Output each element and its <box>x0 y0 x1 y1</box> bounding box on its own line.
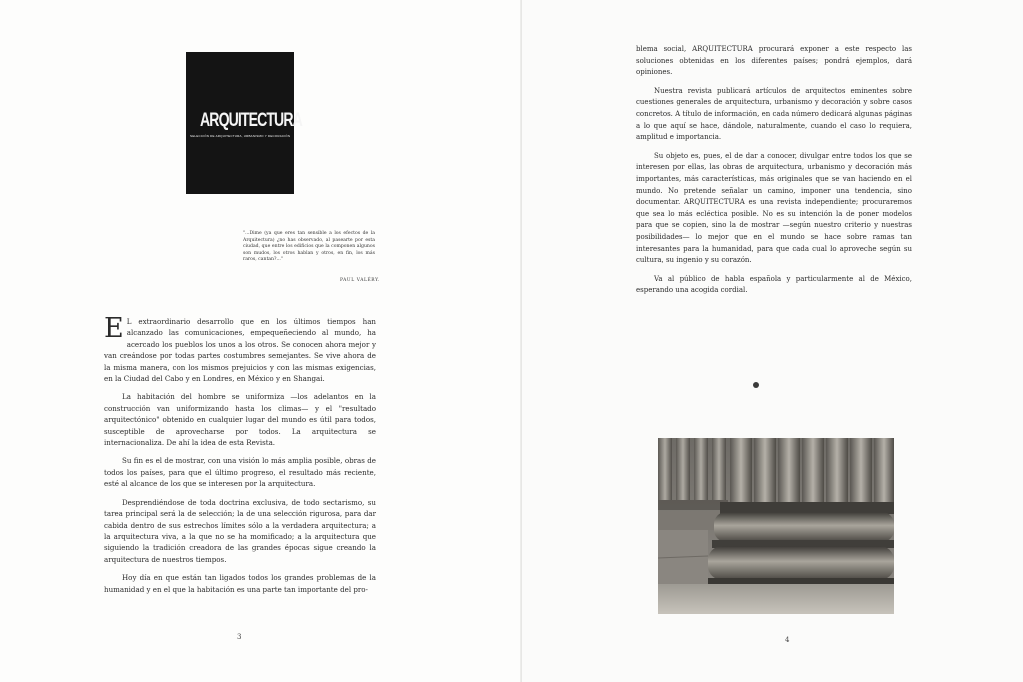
column-base-photograph <box>658 438 894 614</box>
epigraph-author: PAUL VALÉRY. <box>340 278 380 283</box>
paragraph: Va al público de habla española y particularmente al de México, esperando una acogida cordial. <box>636 274 912 295</box>
paragraph <box>104 313 376 384</box>
left-body-text <box>104 313 376 602</box>
paragraph: Desprendiéndose de toda doctrina exclusiva, de todo sectarismo, su tarea principal será la de selección; la de una selección rigurosa, para dar cabida dentro de sus estrechos límites sólo a la verdadera arquitectura; a la arquitectura viva, a la que no se ha momificado; a la arquitectura que siguiendo la tradición creadora de las grandes épocas sigue creando la arquitectura de nuestros tiempos. <box>104 497 376 564</box>
page-number-right: 4 <box>785 636 790 644</box>
paragraph: Nuestra revista publicará artículos de arquitectos eminentes sobre cuestiones generales de arquitectura, urbanismo y decoración y sobre casos concretos. A título de información, en cada número dedicará algunas páginas a lo que aquí se hace, dándole, naturalmente, cuando el caso lo requiera, amplitud e importancia. <box>636 86 912 142</box>
arquitectura-logo <box>186 52 302 194</box>
paragraph: blema social, ARQUITECTURA procurará exponer a este respecto las soluciones obtenidas en los diferentes países; pondrá ejemplos, dará opiniones. <box>636 45 912 77</box>
paragraph: Hoy día en que están tan ligados todos los grandes problemas de la humanidad y en el que la habitación es una parte tan importante del pro- <box>104 573 376 594</box>
logo-title: ARQUITECTURA <box>200 110 302 131</box>
paragraph: La habitación del hombre se uniformiza —los adelantos en la construcción van uniformizando hasta los climas— y el "resultado arquitectónico" obtenido en cualquier lugar del mundo es útil para todos, susceptible de aprovecharse por todos. La arquitectura se internacionaliza. De ahí la idea de esta Revista. <box>104 392 376 448</box>
drop-cap: E <box>104 313 124 344</box>
right-body-text <box>636 44 912 304</box>
ornament-dot <box>753 382 759 388</box>
logo-subtitle: SELECCIÓN DE ARQUITECTURA, URBANISMO Y DECORACIÓN <box>190 134 290 138</box>
paragraph: Su fin es el de mostrar, con una visión lo más amplia posible, obras de todos los países, para que el último progreso, el resultado más reciente, esté al alcance de los que se interesen por la arquitectura. <box>104 456 376 489</box>
epigraph-quote: "...Dime (ya que eres tan sensible a los efectos de la Arquitectura) ¿no has observado, al pasearte por esta ciudad, que entre los edificios que la componen algunos son mudos, los otros hablan y otros, en fin, los más raros, cantan?..." <box>243 231 375 263</box>
paragraph-text: L extraordinario desarrollo que en los últimos tiempos han alcanzado las comunicaciones, empequeñeciendo al mundo, ha acercado los pueblos los unos a los otros. Se conocen ahora mejor y van creándose por todas partes costumbres semejantes. Se vive ahora de la misma manera, con los mismos prejuicios y con las mismas exigencias, en la Ciudad del Cabo y en Londres, en México y en Shangai. <box>104 317 376 384</box>
paragraph: Su objeto es, pues, el de dar a conocer, divulgar entre todos los que se interesen por ellas, las obras de arquitectura, urbanismo y decoración más importantes, más características, más originales que se van haciendo en el mundo. No pretende señalar un camino, imponer una tendencia, sino documentar. ARQUITECTURA es una revista independiente; procuraremos que sea lo más ecléctica posible. No es su intención la de poner modelos para que se copien, sino la de mostrar —según nuestro criterio y nuestras posibilidades— lo mejor que en el mundo se hace sobre ramas tan interesantes para la humanidad, para que cada cual lo aproveche según su cultura, su ingenio y su corazón. <box>636 151 912 265</box>
photo-illustration <box>658 438 894 614</box>
page-number-left: 3 <box>237 633 242 641</box>
